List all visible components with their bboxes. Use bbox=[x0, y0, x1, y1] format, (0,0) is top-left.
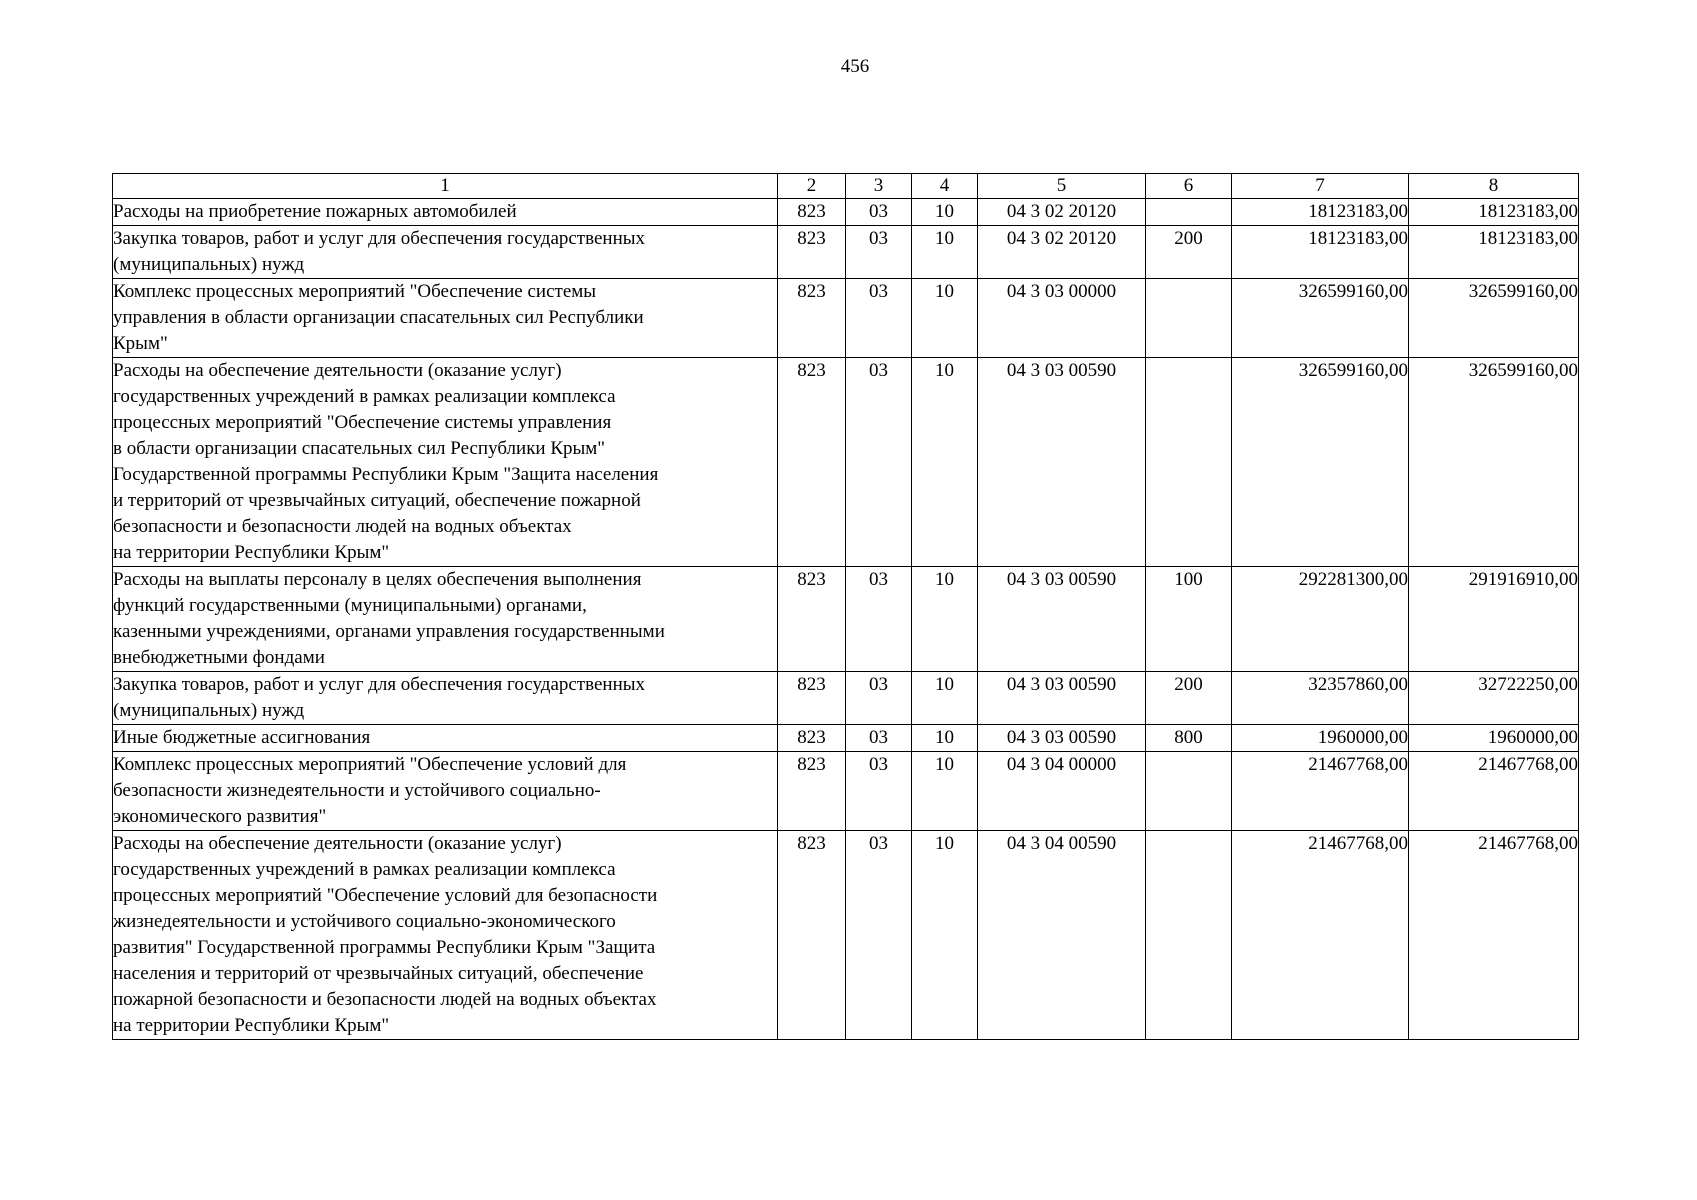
amount-year2-cell: 18123183,00 bbox=[1409, 226, 1579, 279]
row-name-cell: Иные бюджетные ассигнования bbox=[113, 725, 778, 752]
ministry-code-cell: 823 bbox=[778, 358, 846, 567]
amount-year2-cell: 291916910,00 bbox=[1409, 567, 1579, 672]
amount-year2-cell: 18123183,00 bbox=[1409, 199, 1579, 226]
expense-type-cell bbox=[1146, 358, 1232, 567]
amount-year1-cell: 1960000,00 bbox=[1232, 725, 1409, 752]
target-article-cell: 04 3 02 20120 bbox=[978, 226, 1146, 279]
column-header-6: 6 bbox=[1146, 174, 1232, 199]
amount-year2-cell: 326599160,00 bbox=[1409, 358, 1579, 567]
amount-year2-cell: 32722250,00 bbox=[1409, 672, 1579, 725]
budget-table bbox=[112, 173, 1579, 1040]
row-name-cell: Закупка товаров, работ и услуг для обеспечения государственных (муниципальных) нужд bbox=[113, 672, 778, 725]
ministry-code-cell: 823 bbox=[778, 752, 846, 831]
row-name-cell: Расходы на приобретение пожарных автомобилей bbox=[113, 199, 778, 226]
row-name-cell: Комплекс процессных мероприятий "Обеспечение условий для безопасности жизнедеятельности и устойчивого социально- экономического развития" bbox=[113, 752, 778, 831]
amount-year1-cell: 292281300,00 bbox=[1232, 567, 1409, 672]
column-header-7: 7 bbox=[1232, 174, 1409, 199]
subsection-code-cell: 10 bbox=[912, 672, 978, 725]
target-article-cell: 04 3 03 00590 bbox=[978, 358, 1146, 567]
table-row bbox=[113, 226, 1579, 279]
column-header-8: 8 bbox=[1409, 174, 1579, 199]
expense-type-cell bbox=[1146, 199, 1232, 226]
row-name-cell: Расходы на выплаты персоналу в целях обеспечения выполнения функций государственными (муниципальными) органами, казенными учреждениями, органами управления государственными внебюджетными фондами bbox=[113, 567, 778, 672]
target-article-cell: 04 3 03 00590 bbox=[978, 567, 1146, 672]
section-code-cell: 03 bbox=[846, 725, 912, 752]
target-article-cell: 04 3 04 00000 bbox=[978, 752, 1146, 831]
expense-type-cell bbox=[1146, 752, 1232, 831]
table-row bbox=[113, 567, 1579, 672]
section-code-cell: 03 bbox=[846, 358, 912, 567]
subsection-code-cell: 10 bbox=[912, 752, 978, 831]
row-name-cell: Расходы на обеспечение деятельности (оказание услуг) государственных учреждений в рамках реализации комплекса процессных мероприятий "Обеспечение условий для безопасности жизнедеятельности и устойчивого социально-экономического развития" Государственной программы Республики Крым "Защита населения и территорий от чрезвычайных ситуаций, обеспечение пожарной безопасности и безопасности людей на водных объектах на территории Республики Крым" bbox=[113, 831, 778, 1040]
ministry-code-cell: 823 bbox=[778, 279, 846, 358]
subsection-code-cell: 10 bbox=[912, 199, 978, 226]
row-name-cell: Расходы на обеспечение деятельности (оказание услуг) государственных учреждений в рамках реализации комплекса процессных мероприятий "Обеспечение системы управления в области организации спасательных сил Республики Крым" Государственной программы Республики Крым "Защита населения и территорий от чрезвычайных ситуаций, обеспечение пожарной безопасности и безопасности людей на водных объектах на территории Республики Крым" bbox=[113, 358, 778, 567]
ministry-code-cell: 823 bbox=[778, 672, 846, 725]
expense-type-cell: 800 bbox=[1146, 725, 1232, 752]
ministry-code-cell: 823 bbox=[778, 725, 846, 752]
amount-year1-cell: 18123183,00 bbox=[1232, 199, 1409, 226]
table-row bbox=[113, 199, 1579, 226]
table-header-row bbox=[113, 174, 1579, 199]
expense-type-cell: 200 bbox=[1146, 226, 1232, 279]
subsection-code-cell: 10 bbox=[912, 279, 978, 358]
target-article-cell: 04 3 03 00590 bbox=[978, 725, 1146, 752]
target-article-cell: 04 3 02 20120 bbox=[978, 199, 1146, 226]
section-code-cell: 03 bbox=[846, 752, 912, 831]
column-header-4: 4 bbox=[912, 174, 978, 199]
target-article-cell: 04 3 04 00590 bbox=[978, 831, 1146, 1040]
section-code-cell: 03 bbox=[846, 199, 912, 226]
table-row bbox=[113, 725, 1579, 752]
ministry-code-cell: 823 bbox=[778, 199, 846, 226]
expense-type-cell: 200 bbox=[1146, 672, 1232, 725]
table-row bbox=[113, 672, 1579, 725]
column-header-3: 3 bbox=[846, 174, 912, 199]
section-code-cell: 03 bbox=[846, 567, 912, 672]
column-header-2: 2 bbox=[778, 174, 846, 199]
section-code-cell: 03 bbox=[846, 831, 912, 1040]
subsection-code-cell: 10 bbox=[912, 831, 978, 1040]
amount-year2-cell: 21467768,00 bbox=[1409, 831, 1579, 1040]
amount-year2-cell: 21467768,00 bbox=[1409, 752, 1579, 831]
table-row bbox=[113, 358, 1579, 567]
column-header-1: 1 bbox=[113, 174, 778, 199]
subsection-code-cell: 10 bbox=[912, 725, 978, 752]
amount-year1-cell: 18123183,00 bbox=[1232, 226, 1409, 279]
subsection-code-cell: 10 bbox=[912, 358, 978, 567]
amount-year1-cell: 21467768,00 bbox=[1232, 752, 1409, 831]
column-header-5: 5 bbox=[978, 174, 1146, 199]
amount-year1-cell: 21467768,00 bbox=[1232, 831, 1409, 1040]
section-code-cell: 03 bbox=[846, 226, 912, 279]
amount-year2-cell: 326599160,00 bbox=[1409, 279, 1579, 358]
table-row bbox=[113, 752, 1579, 831]
row-name-cell: Закупка товаров, работ и услуг для обеспечения государственных (муниципальных) нужд bbox=[113, 226, 778, 279]
expense-type-cell bbox=[1146, 279, 1232, 358]
target-article-cell: 04 3 03 00590 bbox=[978, 672, 1146, 725]
section-code-cell: 03 bbox=[846, 279, 912, 358]
amount-year1-cell: 326599160,00 bbox=[1232, 358, 1409, 567]
amount-year1-cell: 326599160,00 bbox=[1232, 279, 1409, 358]
amount-year1-cell: 32357860,00 bbox=[1232, 672, 1409, 725]
ministry-code-cell: 823 bbox=[778, 831, 846, 1040]
ministry-code-cell: 823 bbox=[778, 226, 846, 279]
table-row bbox=[113, 831, 1579, 1040]
amount-year2-cell: 1960000,00 bbox=[1409, 725, 1579, 752]
row-name-cell: Комплекс процессных мероприятий "Обеспечение системы управления в области организации спасательных сил Республики Крым" bbox=[113, 279, 778, 358]
subsection-code-cell: 10 bbox=[912, 567, 978, 672]
page-number: 456 bbox=[840, 56, 870, 77]
subsection-code-cell: 10 bbox=[912, 226, 978, 279]
ministry-code-cell: 823 bbox=[778, 567, 846, 672]
section-code-cell: 03 bbox=[846, 672, 912, 725]
target-article-cell: 04 3 03 00000 bbox=[978, 279, 1146, 358]
expense-type-cell: 100 bbox=[1146, 567, 1232, 672]
expense-type-cell bbox=[1146, 831, 1232, 1040]
table-row bbox=[113, 279, 1579, 358]
